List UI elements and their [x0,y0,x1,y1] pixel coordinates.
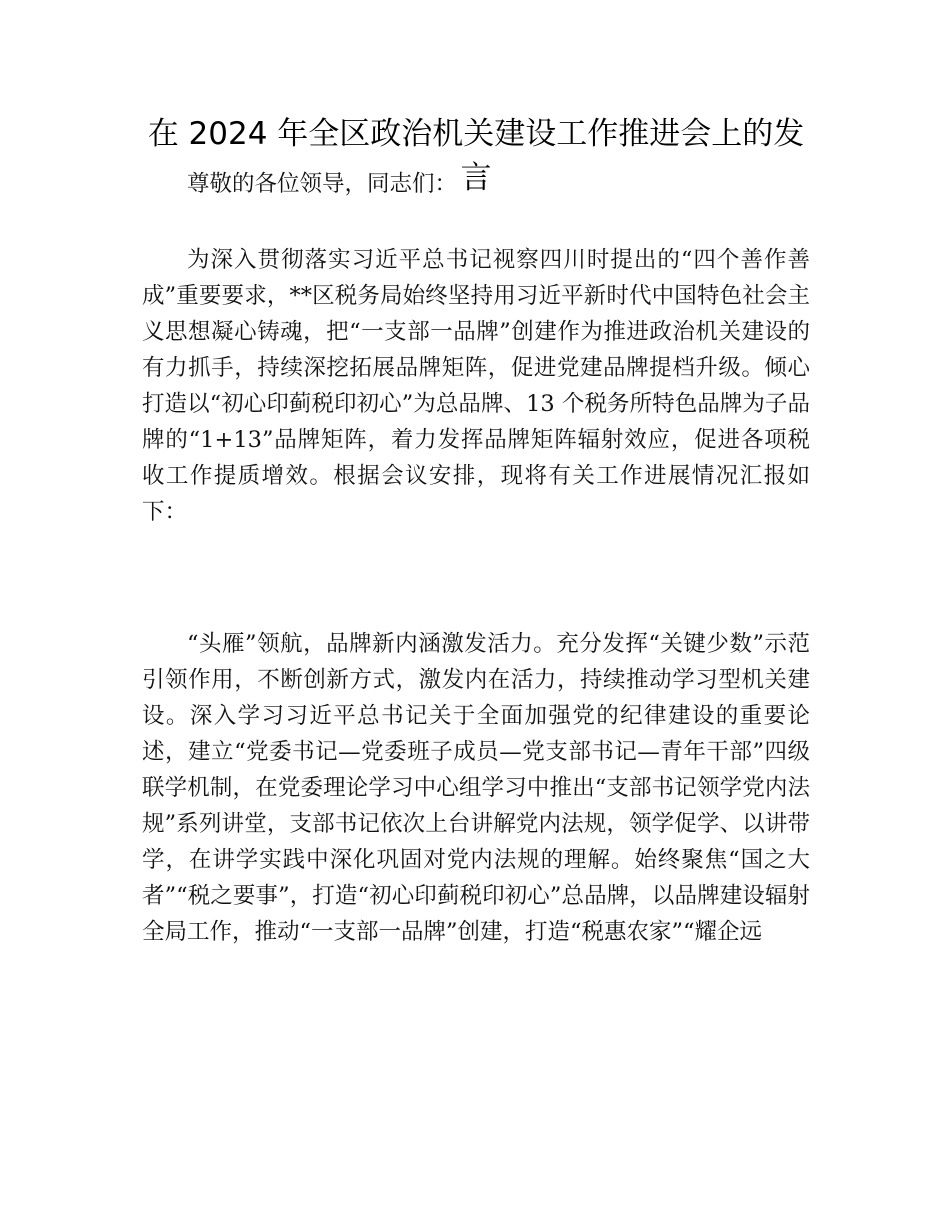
document-title: 在 2024 年全区政治机关建设工作推进会上的发言 [147,116,805,196]
paragraph-section-one: “头雁”领航，品牌新内涵激发活力。充分发挥“关键少数”示范引领作用，不断创新方式，激发内在活力，持续推动学习型机关建设。深入学习习近平总书记关于全面加强党的纪律建设的重要论述，建立“党委书记—党委班子成员—党支部书记—青年干部”四级联学机制，在党委理论学习中心组学习中推出“支部书记领学党内法规”系列讲堂，支部书记依次上台讲解党内法规，领学促学、以讲带学，在讲学实践中深化巩固对党内法规的理解。始终聚焦“国之大者”“税之要事”，打造“初心印蓟税印初心”总品牌，以品牌建设辐射全局工作，推动“一支部一品牌”创建，打造“税惠农家”“耀企远 [142,631,810,945]
greeting-line: 尊敬的各位领导，同志们： [187,171,458,197]
paragraph-intro: 为深入贯彻落实习近平总书记视察四川时提出的“四个善作善成”重要要求，**区税务局始终坚持用习近平新时代中国特色社会主义思想凝心铸魂，把“一支部一品牌”创建作为推进政治机关建设的有力抓手，持续深挖拓展品牌矩阵，促进党建品牌提档升级。倾心打造以“初心印蓟税印初心”为总品牌、13 个税务所特色品牌为子品牌的“1+13”品牌矩阵，着力发挥品牌矩阵辐射效应，促进各项税收工作提质增效。根据会议安排，现将有关工作进展情况汇报如下： [142,247,810,525]
